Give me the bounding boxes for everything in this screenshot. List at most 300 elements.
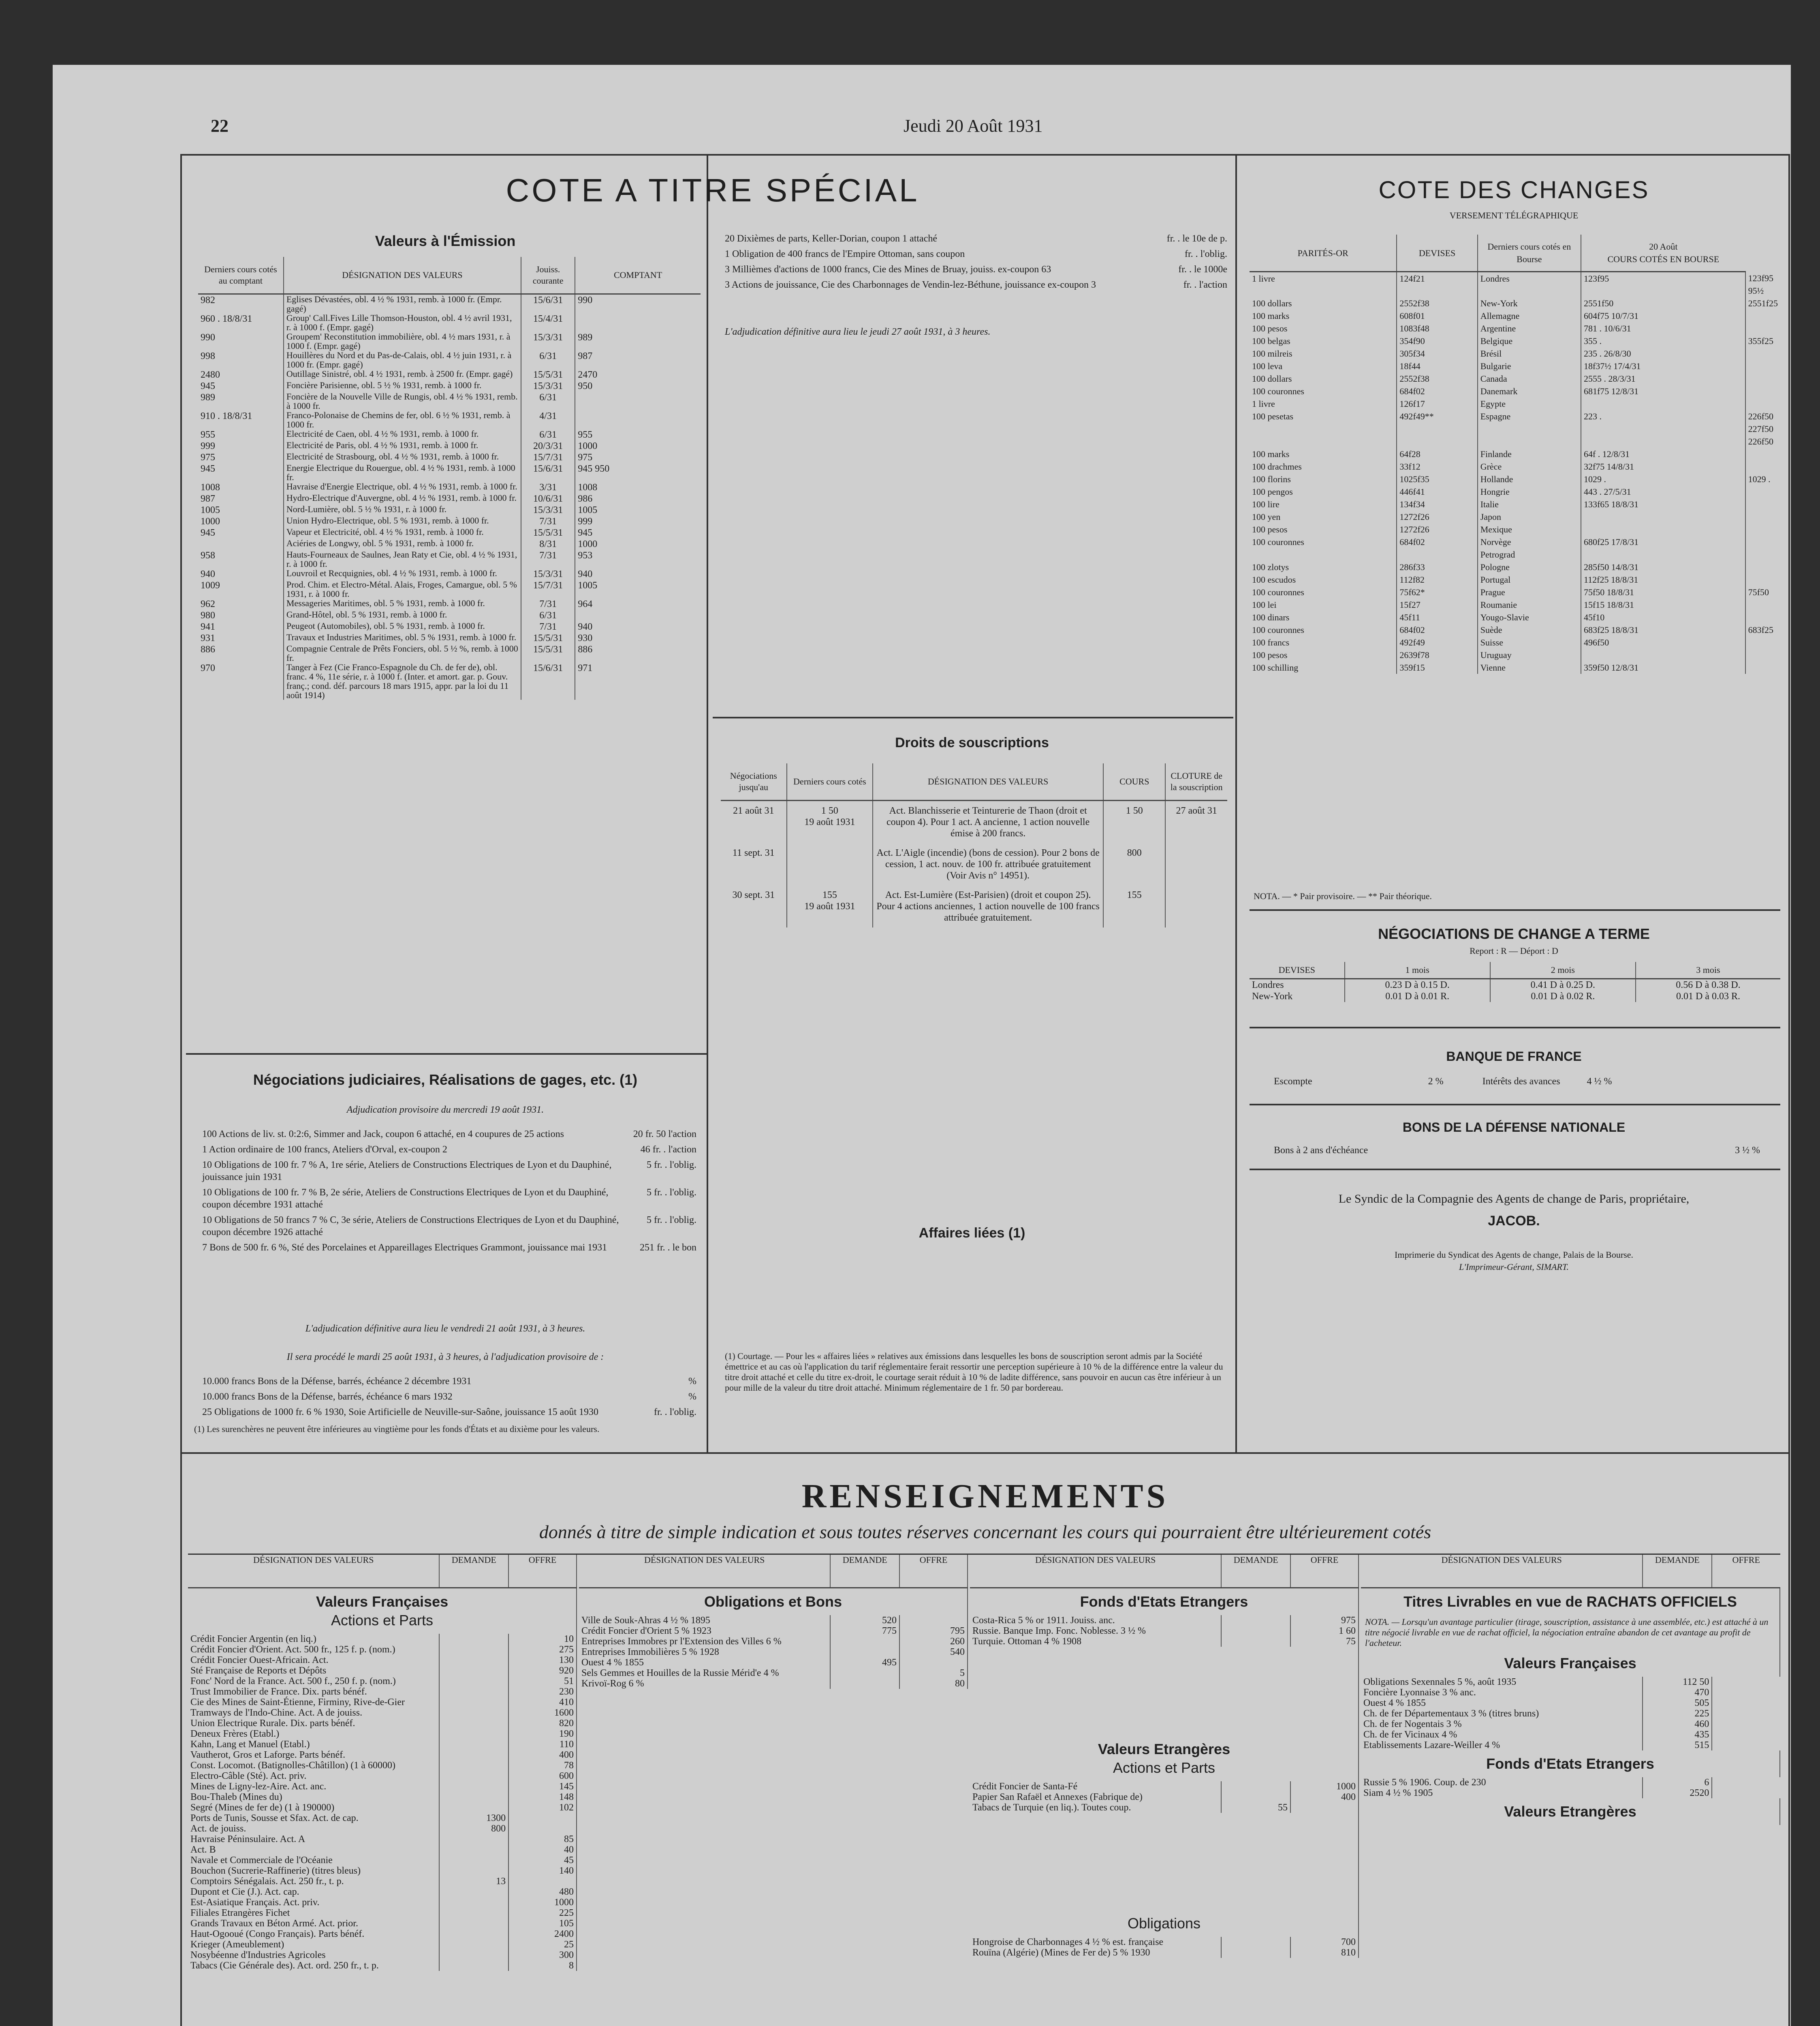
nego-list — [202, 1128, 696, 1257]
changes-row-cell: 100 couronnes — [1250, 586, 1397, 598]
terme-table — [1250, 962, 1780, 1002]
banque-rates — [1274, 1075, 1760, 1088]
emission-row-cell: 15/4/31 — [521, 313, 575, 332]
changes-row-cell: Danemark — [1478, 385, 1581, 398]
nego-footnote: (1) Les surenchères ne peuvent être inférieures au vingtième pour les fonds d'États et au dixième pour les valeurs. — [194, 1424, 600, 1434]
droits-row-cell: 27 août 31 — [1176, 806, 1217, 816]
mid-item-text: 3 Actions de jouissance, Cie des Charbonnages de Vendin-lez-Béthune, jouissance ex-coupon 3 — [725, 280, 1096, 290]
rens3-row-cell: 75 — [1290, 1636, 1359, 1647]
rens2-row — [579, 1626, 968, 1636]
rens2-row-cell: Entreprises Immobilières 5 % 1928 — [579, 1647, 830, 1657]
rens1-row-cell: Sté Française de Reports et Dépôts — [188, 1665, 439, 1676]
affaires-title: Affaires liées (1) — [919, 1225, 1025, 1241]
changes-row-cell: 100 escudos — [1250, 573, 1397, 586]
emission-row — [198, 610, 701, 621]
changes-row-cell: 2551f25 — [1748, 298, 1778, 308]
rens1-row-cell: 300 — [508, 1950, 577, 1960]
rens2-title: Obligations et Bons — [704, 1593, 842, 1610]
changes-row-cell — [1745, 360, 1780, 372]
nego-item-2-price: % — [688, 1391, 696, 1402]
emission-row-cell: Electricité de Strasbourg, obl. 4 ½ % 1931, remb. à 1000 fr. — [284, 452, 521, 463]
nego-item — [202, 1143, 696, 1156]
rens1-row — [188, 1918, 577, 1929]
rens1-row — [188, 1718, 577, 1729]
nego-item-2-text: 10.000 francs Bons de la Défense, barrés, échéance 2 décembre 1931 — [202, 1376, 472, 1387]
emission-row-cell: Hauts-Fourneaux de Saulnes, Jean Raty et Cie, obl. 4 ½ % 1931, r. à 1000 fr. — [284, 550, 521, 568]
droits-row-cell: 30 sept. 31 — [721, 885, 787, 928]
emission-row-cell: 941 — [198, 621, 284, 633]
changes-row-cell: 100 dollars — [1250, 372, 1397, 385]
changes-row-cell: Yougo-Slavie — [1478, 611, 1581, 624]
rens1-row-cell: Crédit Foncier Argentin (en liq.) — [188, 1634, 439, 1644]
rens1-row-cell: Dupont et Cie (J.). Act. cap. — [188, 1887, 439, 1897]
changes-row-cell: 100 dollars — [1250, 297, 1397, 310]
rens2-row-cell — [830, 1668, 899, 1678]
changes-row-cell — [1745, 322, 1780, 335]
rens1-row-cell: Havraise Péninsulaire. Act. A — [188, 1834, 439, 1844]
rens1-row-cell: Trust Immobilier de France. Dix. parts bénéf. — [188, 1686, 439, 1697]
rens1-row — [188, 1792, 577, 1802]
rens3b-row-cell — [1290, 1802, 1359, 1813]
changes-col-1: DEVISES — [1397, 235, 1477, 272]
emission-row — [198, 429, 701, 440]
nego-adjudication: Adjudication provisoire du mercredi 19 août 1931. — [346, 1105, 544, 1115]
emission-row-cell: 15/5/31 — [521, 369, 575, 380]
rens4-row-cell: Obligations Sexennales 5 %, août 1935 — [1361, 1677, 1643, 1687]
emission-row-cell: Outillage Sinistré, obl. 4 ½ 1931, remb. à 2500 fr. (Empr. gagé) — [284, 369, 521, 380]
changes-row — [1250, 624, 1780, 636]
emission-row-cell: Franco-Polonaise de Chemins de fer, obl. 6 ½ % 1931, remb. à 1000 fr. — [284, 410, 521, 429]
terme-col-1: 1 mois — [1345, 962, 1490, 979]
rens-table-4 — [1361, 1555, 1780, 1825]
changes-row-cell: 100 marks — [1250, 448, 1397, 460]
changes-row-cell: 285f50 14/8/31 — [1581, 561, 1745, 573]
changes-row-cell: 684f02 — [1397, 536, 1477, 548]
rens1-row-cell: Navale et Commerciale de l'Océanie — [188, 1855, 439, 1866]
changes-row-cell: 359f50 12/8/31 — [1581, 661, 1745, 674]
emission-row — [198, 482, 701, 493]
rens2-row-cell: 795 — [899, 1626, 968, 1636]
bons-value: 3 ½ % — [1735, 1145, 1760, 1156]
rens3c-row-cell: 810 — [1290, 1947, 1359, 1958]
rens1-row-cell: Kahn, Lang et Manuel (Etabl.) — [188, 1739, 439, 1750]
rens4-row-cell — [1712, 1729, 1780, 1740]
emission-row-cell: 15/6/31 — [521, 294, 575, 314]
emission-row-cell: 15/3/31 — [521, 380, 575, 392]
emission-row-cell: 7/31 — [521, 598, 575, 610]
changes-row-cell: 100 belgas — [1250, 335, 1397, 347]
emission-row-cell: 975 — [578, 452, 593, 463]
changes-row-cell — [1745, 523, 1780, 536]
rens1-row — [188, 1834, 577, 1844]
emission-row — [198, 313, 701, 332]
mid-item — [725, 263, 1227, 276]
emission-row-cell: 931 — [198, 633, 284, 644]
changes-row — [1250, 598, 1780, 611]
changes-row-cell: 1 livre — [1250, 398, 1397, 410]
rens4-row — [1361, 1740, 1780, 1750]
droits-title: Droits de souscriptions — [895, 735, 1049, 750]
rens1-row — [188, 1644, 577, 1655]
rens2-row-cell: Ouest 4 % 1855 — [579, 1657, 830, 1668]
emission-row-cell — [575, 392, 701, 410]
rens-table-2 — [579, 1555, 968, 1689]
rens4-col-1: DEMANDE — [1643, 1555, 1712, 1588]
changes-row-cell: 32f75 14/8/31 — [1581, 460, 1745, 473]
rens1-row-cell: 51 — [508, 1676, 577, 1686]
divider-bons — [1250, 1104, 1780, 1105]
changes-row-cell: 354f90 — [1397, 335, 1477, 347]
changes-row — [1250, 573, 1780, 586]
droits-row-cell: Act. Blanchisserie et Teinturerie de Thaon (droit et coupon 4). Pour 1 act. A ancienne, 1 action nouvelle émise à 200 francs. — [873, 801, 1103, 844]
nego-definitive: L'adjudication définitive aura lieu le vendredi 21 août 1931, à 3 heures. — [305, 1323, 585, 1334]
rens1-row-cell — [439, 1665, 508, 1676]
emission-row-cell: 15/5/31 — [521, 633, 575, 644]
emission-row-cell: 962 — [198, 598, 284, 610]
syndic-text: Le Syndic de la Compagnie des Agents de change de Paris, propriétaire, — [1338, 1192, 1690, 1205]
emission-col-2: Jouiss. courante — [521, 257, 575, 294]
changes-row-cell: Norvège — [1478, 536, 1581, 548]
mid-definitive: L'adjudication définitive aura lieu le jeudi 27 août 1931, à 3 heures. — [725, 327, 991, 337]
rens1-row-cell — [439, 1792, 508, 1802]
divider-banque — [1250, 1027, 1780, 1028]
droits-col-3: COURS — [1103, 763, 1165, 801]
mid-item — [725, 279, 1227, 291]
changes-col-2: Derniers cours cotés en Bourse — [1478, 235, 1581, 272]
changes-row-cell — [1745, 398, 1780, 410]
rens1-row-cell — [439, 1697, 508, 1708]
emission-row-cell: 6/31 — [521, 392, 575, 410]
emission-row — [198, 550, 701, 568]
rens1-row-cell: 400 — [508, 1750, 577, 1760]
rens3b-row-cell — [1221, 1792, 1290, 1802]
emission-row-cell: Hydro-Electrique d'Auvergne, obl. 4 ½ % 1931, remb. à 1000 fr. — [284, 493, 521, 504]
rens3-row-cell: 975 — [1290, 1615, 1359, 1626]
changes-row-cell: 100 couronnes — [1250, 624, 1397, 636]
emission-row — [198, 663, 701, 700]
nego-item-2-price: fr. . l'oblig. — [654, 1407, 696, 1417]
emission-row-cell: Houillères du Nord et du Pas-de-Calais, obl. 4 ½ juin 1931, r. à 1000 fr. (Empr. gagé) — [284, 350, 521, 369]
rens3-title: Fonds d'Etats Etrangers — [1080, 1593, 1248, 1610]
emission-row — [198, 621, 701, 633]
emission-row-cell: 940 — [578, 569, 593, 579]
emission-row — [198, 527, 701, 539]
changes-row-cell: 1029 . — [1748, 474, 1771, 484]
terme-row-cell: Londres — [1250, 979, 1345, 991]
changes-row-cell: 226f50 227f50 226f50 — [1748, 411, 1773, 447]
rens3-row-cell — [1221, 1626, 1290, 1636]
nego-item-2-text: 25 Obligations de 1000 fr. 6 % 1930, Soie Artificielle de Neuville-sur-Saône, jouissance 15 août 1930 — [202, 1407, 598, 1417]
emission-row-cell: 1000 — [198, 516, 284, 527]
divider-left — [707, 156, 708, 1452]
rens3c-row-cell: Hongroise de Charbonnages 4 ½ % est. française — [970, 1937, 1221, 1947]
terme-col-3: 3 mois — [1636, 962, 1780, 979]
nego-item-price: 20 fr. 50 l'action — [633, 1129, 696, 1139]
rens1-row-cell — [439, 1897, 508, 1908]
emission-row — [198, 380, 701, 392]
rens1-row-cell: Fonc' Nord de la France. Act. 500 f., 250 f. p. (nom.) — [188, 1676, 439, 1686]
nego-procede: Il sera procédé le mardi 25 août 1931, à 3 heures, à l'adjudication provisoire de : — [286, 1352, 604, 1362]
rens1-row-cell — [439, 1718, 508, 1729]
rens2-row-cell: Krivoï-Rog 6 % — [579, 1678, 830, 1689]
changes-row-cell — [1745, 498, 1780, 511]
rens2-col-1: DEMANDE — [830, 1555, 899, 1588]
changes-row-cell: New-York — [1478, 297, 1581, 310]
changes-row — [1250, 272, 1780, 297]
changes-row-cell: 100 pesos — [1250, 322, 1397, 335]
droits-row — [721, 801, 1227, 844]
nego-item-text: 10 Obligations de 100 fr. 7 % A, 1re série, Ateliers de Constructions Electriques de Lyon et du Dauphiné, jouissance juin 1931 — [202, 1160, 612, 1182]
rens1-row-cell — [439, 1866, 508, 1876]
nego-item-price: 5 fr. . l'oblig. — [647, 1215, 696, 1225]
rens3-title-2: Valeurs Etrangères — [1098, 1741, 1230, 1757]
emission-row — [198, 580, 701, 598]
rens1-row-cell: 102 — [508, 1802, 577, 1813]
changes-subtitle: VERSEMENT TÉLÉGRAPHIQUE — [1449, 210, 1579, 220]
changes-row-cell — [1745, 661, 1780, 674]
rens4-title: Titres Livrables en vue de RACHATS OFFICIELS — [1403, 1593, 1737, 1610]
nego-item-2 — [202, 1406, 696, 1418]
rens3b-row-cell — [1221, 1781, 1290, 1792]
emission-row — [198, 392, 701, 410]
changes-row-cell: 100 yen — [1250, 511, 1397, 523]
rens4-row-cell — [1712, 1698, 1780, 1708]
emission-row-cell: 1000 — [578, 441, 598, 451]
rens1-row-cell: 190 — [508, 1729, 577, 1739]
gerant-text: L'Imprimeur-Gérant, SIMART. — [1459, 1262, 1569, 1272]
nego-item-price: 46 fr. . l'action — [640, 1144, 696, 1155]
main-frame — [180, 154, 1790, 2026]
terme-row-cell: 0.01 D à 0.01 R. — [1345, 991, 1490, 1002]
emission-row-cell: 6/31 — [521, 350, 575, 369]
terme-subtitle: Report : R — Déport : D — [1470, 946, 1558, 956]
emission-row-cell: 15/3/31 — [521, 504, 575, 516]
mid-item-price: fr. . le 10e de p. — [1166, 233, 1227, 244]
rens1-row — [188, 1739, 577, 1750]
changes-row-cell: Prague — [1478, 586, 1581, 598]
emission-row — [198, 644, 701, 663]
changes-row-cell — [1745, 573, 1780, 586]
changes-row-cell — [1581, 649, 1745, 661]
rens1-row — [188, 1908, 577, 1918]
rens1-row-cell: 8 — [508, 1960, 577, 1971]
changes-row-cell: 492f49** — [1397, 410, 1477, 448]
changes-row-cell: 64f28 — [1397, 448, 1477, 460]
rens4-row-cell — [1712, 1719, 1780, 1729]
changes-table — [1250, 235, 1780, 674]
droits-col-0: Négociations jusqu'au — [721, 763, 787, 801]
rens1-row-cell: 78 — [508, 1760, 577, 1771]
emission-row-cell: 998 — [198, 350, 284, 369]
rens1-row-cell: 105 — [508, 1918, 577, 1929]
changes-row-cell: 681f75 12/8/31 — [1581, 385, 1745, 398]
nego-item-text: 1 Action ordinaire de 100 francs, Ateliers d'Orval, ex-coupon 2 — [202, 1144, 447, 1155]
emission-row-cell: 955 — [578, 430, 593, 440]
terme-row-cell: 0.01 D à 0.02 R. — [1490, 991, 1636, 1002]
rens1-row-cell — [439, 1929, 508, 1939]
changes-row-cell: 1272f26 — [1397, 511, 1477, 523]
changes-row-cell: 75f50 18/8/31 — [1581, 586, 1745, 598]
rens1-row — [188, 1676, 577, 1686]
changes-row-cell: 100 leva — [1250, 360, 1397, 372]
emission-row-cell: 960 . 18/8/31 — [198, 313, 284, 332]
imprimerie-text: Imprimerie du Syndicat des Agents de change, Palais de la Bourse. — [1395, 1250, 1633, 1260]
rens1-row-cell: 2400 — [508, 1929, 577, 1939]
changes-row-cell — [1745, 460, 1780, 473]
emission-row-cell: 4/31 — [521, 410, 575, 429]
emission-row — [198, 350, 701, 369]
changes-row-cell — [1745, 561, 1780, 573]
rens1-row-cell: 85 — [508, 1834, 577, 1844]
rens1-row — [188, 1802, 577, 1813]
rens1-row-cell — [439, 1771, 508, 1781]
rens1-row-cell — [439, 1760, 508, 1771]
rens2-row-cell: 5 — [899, 1668, 968, 1678]
emission-row-cell — [575, 313, 701, 332]
rens4-subtitle-3: Valeurs Etrangères — [1504, 1803, 1636, 1820]
changes-row-cell — [1745, 372, 1780, 385]
emission-row-cell: 15/6/31 — [521, 463, 575, 482]
changes-row-cell: Londres — [1478, 272, 1581, 297]
emission-row-cell: 955 — [198, 429, 284, 440]
changes-row-cell: Argentine — [1478, 322, 1581, 335]
emission-row-cell: 6/31 — [521, 429, 575, 440]
rens1-row-cell: 10 — [508, 1634, 577, 1644]
changes-row-cell: 684f02 — [1397, 624, 1477, 636]
rens-table-1 — [188, 1555, 577, 1971]
emission-row-cell: 971 — [578, 663, 593, 673]
emission-row-cell: 999 — [578, 516, 593, 527]
nego-item — [202, 1186, 696, 1211]
rens1-row — [188, 1950, 577, 1960]
mid-item-price: fr. . le 1000e — [1178, 264, 1227, 275]
rens4b-row-cell: 6 — [1643, 1777, 1712, 1788]
rens1-row-cell: Tramways de l'Indo-Chine. Act. A de jouiss. — [188, 1708, 439, 1718]
rens1-row-cell — [439, 1750, 508, 1760]
droits-row-cell: 1 50 — [1103, 801, 1165, 844]
rens2-row-cell — [899, 1615, 968, 1626]
changes-row — [1250, 310, 1780, 322]
changes-row-cell — [1581, 511, 1745, 523]
rens1-row-cell: 140 — [508, 1866, 577, 1876]
changes-row — [1250, 410, 1780, 448]
emission-row-cell: 989 — [198, 392, 284, 410]
rens3-col-0: DÉSIGNATION DES VALEURS — [970, 1555, 1221, 1588]
courtage-note: (1) Courtage. — Pour les « affaires liées » relatives aux émissions dans lesquelles les bons de souscription seront admis par la Société émettrice et au cas où l'application du tarif réglementaire ferait ressortir une perception supérieure à 10 % de la différence entre la valeur du titre droit attaché et celle du titre ex-droit, le courtage serait réduit à 10 % de ladite différence, sans pouvoir en aucun cas être inférieur à un pour mille de la valeur du titre droit attaché. Minimum réglementaire de 1 fr. 50 par bordereau. — [725, 1351, 1223, 1393]
rens1-row — [188, 1866, 577, 1876]
rens1-row-cell: Mines de Ligny-lez-Aire. Act. anc. — [188, 1781, 439, 1792]
rens3c-row-cell: 700 — [1290, 1937, 1359, 1947]
emission-row — [198, 598, 701, 610]
changes-row-cell: 45f10 — [1581, 611, 1745, 624]
emission-row-cell: 15/7/31 — [521, 452, 575, 463]
rens1-row-cell: 1300 — [439, 1813, 508, 1823]
rens1-row-cell — [508, 1823, 577, 1834]
rens4-row-cell: Ch. de fer Nogentais 3 % — [1361, 1719, 1643, 1729]
changes-row-cell: 684f02 — [1397, 385, 1477, 398]
rens4-col-0: DÉSIGNATION DES VALEURS — [1361, 1555, 1643, 1588]
rens3b-row-cell: 55 — [1221, 1802, 1290, 1813]
changes-row-cell: 100 zlotys — [1250, 561, 1397, 573]
changes-row-cell: Japon — [1478, 511, 1581, 523]
mid-item-price: fr. . l'action — [1183, 280, 1227, 290]
changes-row-cell: 126f17 — [1397, 398, 1477, 410]
changes-row-cell: Egypte — [1478, 398, 1581, 410]
rens4-row — [1361, 1698, 1780, 1708]
rens1-row — [188, 1655, 577, 1665]
rens4-row-cell: Foncière Lyonnaise 3 % anc. — [1361, 1687, 1643, 1698]
changes-row-cell: Brésil — [1478, 347, 1581, 360]
changes-row-cell: Uruguay — [1478, 649, 1581, 661]
emission-row-cell: 986 — [578, 494, 593, 504]
syndic-name: JACOB. — [1488, 1213, 1540, 1229]
droits-row-cell — [787, 843, 873, 885]
rens1-row-cell — [508, 1876, 577, 1887]
rens3-subtitle-3: Obligations — [1127, 1915, 1201, 1932]
droits-row-cell: 21 août 31 — [721, 801, 787, 844]
emission-row-cell: Grand-Hôtel, obl. 5 % 1931, remb. à 1000 fr. — [284, 610, 521, 621]
rens4-subtitle-2: Fonds d'Etats Etrangers — [1486, 1755, 1654, 1772]
changes-row-cell: 100 lei — [1250, 598, 1397, 611]
emission-row — [198, 633, 701, 644]
rens3-col-2: OFFRE — [1290, 1555, 1359, 1588]
rens-col-2 — [579, 1555, 968, 1689]
rens1-row-cell: 40 — [508, 1844, 577, 1855]
emission-row — [198, 332, 701, 350]
droits-row-cell: 11 sept. 31 — [721, 843, 787, 885]
rens1-row-cell — [439, 1939, 508, 1950]
rens3-row — [970, 1626, 1359, 1636]
emission-row-cell: Groupem' Reconstitution immobilière, obl. 4 ½ mars 1931, r. à 1000 f. (Empr. gagé) — [284, 332, 521, 350]
rens4-row-cell: 225 — [1643, 1708, 1712, 1719]
emission-row-cell: Energie Electrique du Rouergue, obl. 4 ½ % 1931, remb. à 1000 fr. — [284, 463, 521, 482]
divider-horizontal — [182, 1452, 1788, 1454]
bons-row — [1274, 1144, 1760, 1156]
droits-row — [721, 885, 1227, 928]
terme-col-0: DEVISES — [1250, 962, 1345, 979]
rens2-row-cell — [830, 1647, 899, 1657]
changes-row-cell: 100 florins — [1250, 473, 1397, 485]
droits-table — [721, 763, 1227, 928]
rens4b-row-cell — [1712, 1777, 1780, 1788]
changes-row-cell: 75f62* — [1397, 586, 1477, 598]
rens-table-3 — [970, 1555, 1359, 1958]
emission-row-cell: 980 — [198, 610, 284, 621]
divider-terme — [1250, 909, 1780, 911]
rens1-row-cell: 480 — [508, 1887, 577, 1897]
rens1-row-cell — [508, 1813, 577, 1823]
changes-row — [1250, 360, 1780, 372]
emission-row — [198, 568, 701, 580]
changes-row-cell: 100 couronnes — [1250, 385, 1397, 398]
rens3b-row-cell: 400 — [1290, 1792, 1359, 1802]
rens1-row-cell — [439, 1729, 508, 1739]
terme-row — [1250, 979, 1780, 991]
changes-row-cell: 100 lire — [1250, 498, 1397, 511]
rens1-row — [188, 1823, 577, 1834]
changes-row — [1250, 586, 1780, 598]
rens3-row — [970, 1636, 1359, 1647]
changes-row-cell: Grèce — [1478, 460, 1581, 473]
emission-row-cell: 886 — [198, 644, 284, 663]
rens2-row — [579, 1636, 968, 1647]
changes-row — [1250, 561, 1780, 573]
rens3c-row-cell: Rouïna (Algérie) (Mines de Fer de) 5 % 1930 — [970, 1947, 1221, 1958]
changes-row-cell: 100 schilling — [1250, 661, 1397, 674]
rens-col-3 — [970, 1555, 1359, 1958]
emission-row-cell: 6/31 — [521, 610, 575, 621]
droits-row — [721, 843, 1227, 885]
